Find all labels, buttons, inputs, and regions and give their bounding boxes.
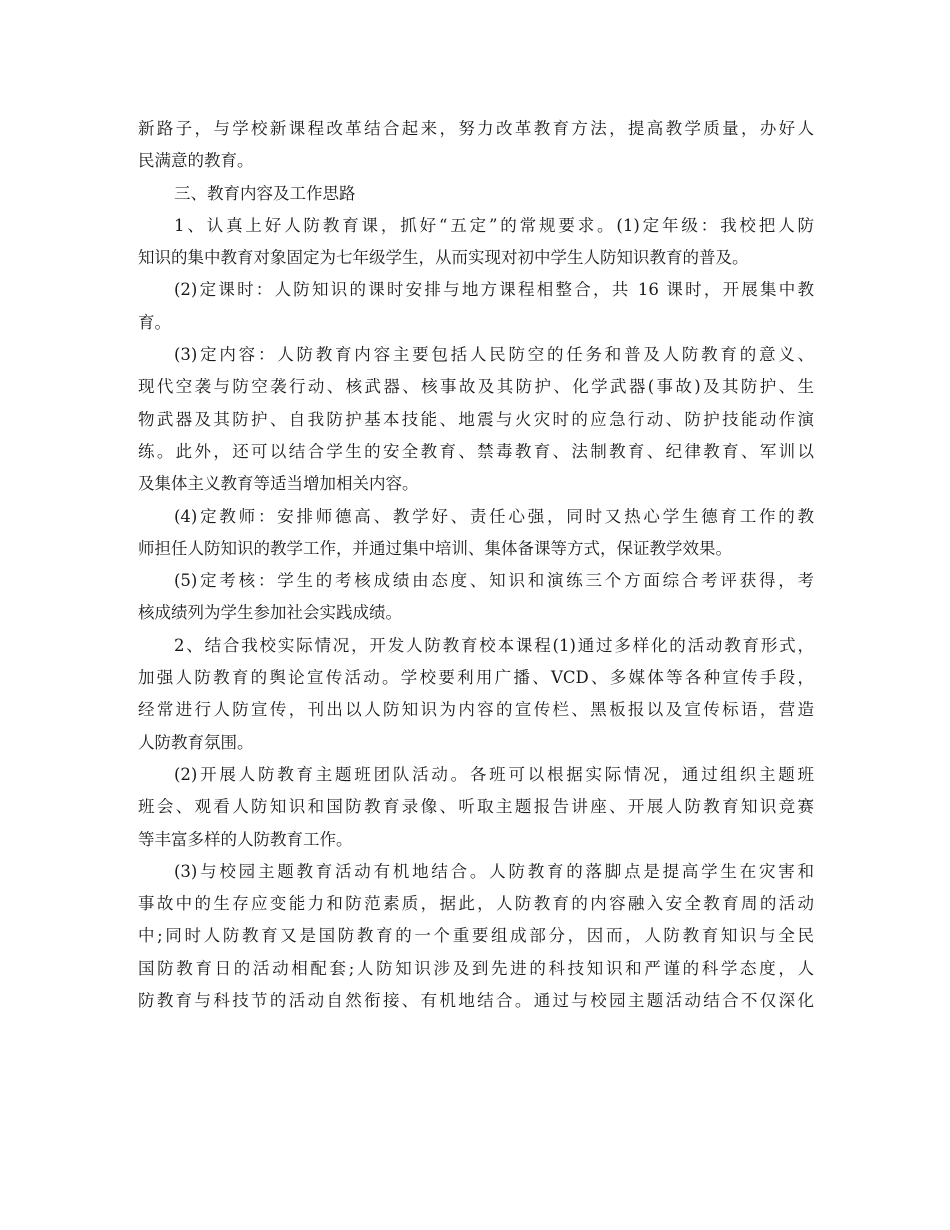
text-line: (2)开展人防教育主题班团队活动。各班可以根据实际情况，通过组织主题班 [174,764,814,784]
text-line: 现代空袭与防空袭行动、核武器、核事故及其防护、化学武器(事故)及其防护、生 [138,377,814,397]
text-line: 国防教育日的活动相配套;人防知识涉及到先进的科技知识和严谨的科学态度，人 [138,958,814,978]
text-line: 班会、观看人防知识和国防教育录像、听取主题报告讲座、开展人防教育知识竞赛 [138,797,814,817]
text-line: 中;同时人防教育又是国防教育的一个重要组成部分，因而，人防教育知识与全民 [138,926,814,946]
text-line: (5)定考核：学生的考核成绩由态度、知识和演练三个方面综合考评获得，考 [174,571,814,591]
text-line: 等丰富多样的人防教育工作。 [138,829,353,849]
text-line: 及集体主义教育等适当增加相关内容。 [138,474,419,494]
text-line: 加强人防教育的舆论宣传活动。学校要利用广播、VCD、多媒体等各种宣传手段， [138,668,814,688]
text-line: (2)定课时：人防知识的课时安排与地方课程相整合，共 16 课时，开展集中教 [174,280,814,300]
text-line: 三、教育内容及工作思路 [174,183,356,203]
text-line: 1、认真上好人防教育课，抓好“五定”的常规要求。(1)定年级：我校把人防 [174,215,814,235]
text-line: 练。此外，还可以结合学生的安全教育、禁毒教育、法制教育、纪律教育、军训以 [138,441,814,461]
text-line: 育。 [138,312,171,332]
text-line: 防教育与科技节的活动自然衔接、有机地结合。通过与校园主题活动结合不仅深化 [138,991,814,1011]
text-line: 经常进行人防宣传，刊出以人防知识为内容的宣传栏、黑板报以及宣传标语，营造 [138,700,814,720]
document-body-text [138,113,814,1017]
text-line: 2、结合我校实际情况，开发人防教育校本课程(1)通过多样化的活动教育形式， [174,635,814,655]
text-line: 事故中的生存应变能力和防范素质，据此，人防教育的内容融入安全教育周的活动 [138,894,814,914]
text-line: (3)与校园主题教育活动有机地结合。人防教育的落脚点是提高学生在灾害和 [174,861,814,881]
text-line: 物武器及其防护、自我防护基本技能、地震与火灾时的应急行动、防护技能动作演 [138,409,814,429]
text-line: 人防教育氛围。 [138,732,254,752]
text-line: 师担任人防知识的教学工作，并通过集中培训、集体备课等方式，保证教学效果。 [138,538,732,558]
text-line: (4)定教师：安排师德高、教学好、责任心强，同时又热心学生德育工作的教 [174,506,814,526]
text-line: 核成绩列为学生参加社会实践成绩。 [138,603,402,623]
text-line: 新路子，与学校新课程改革结合起来，努力改革教育方法，提高教学质量，办好人 [138,119,814,138]
text-line: (3)定内容：人防教育内容主要包括人民防空的任务和普及人防教育的意义、 [174,345,814,365]
text-line: 知识的集中教育对象固定为七年级学生，从而实现对初中学生人防知识教育的普及。 [138,248,749,268]
text-line: 民满意的教育。 [138,151,254,171]
